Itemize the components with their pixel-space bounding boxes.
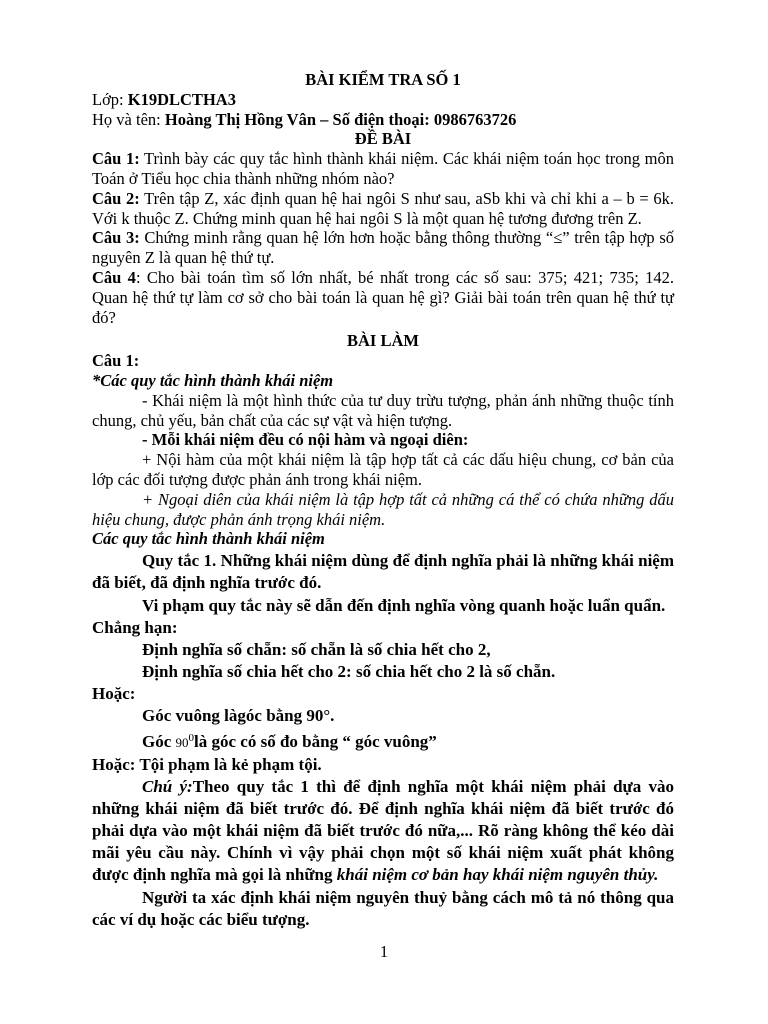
example-2: Định nghĩa số chia hết cho 2: số chia hết cho 2 là số chẵn. (142, 662, 556, 682)
note-label: Chú ý: (142, 777, 193, 797)
content-point: + Nội hàm của một khái niệm là tập hợp tất cả các dấu hiệu chung, cơ bản của lớp các đối tượng được phản ánh trong khái niệm. (92, 450, 674, 489)
degree-superscript: 0 (188, 732, 195, 745)
note-italic: khái niệm cơ bản hay khái niệm nguyên thủy. (336, 865, 659, 885)
question-text: Chứng minh rằng quan hệ lớn hơn hoặc bằng thông thường “≤” trên tập hợp số nguyên Z là quan hệ thứ tự. (92, 228, 674, 268)
question-label: Câu 3: (92, 228, 140, 248)
document-content (92, 70, 674, 931)
answer-cau1-label: Câu 1: (92, 351, 140, 371)
question-1 (92, 149, 674, 189)
class-value: K19DLCTHA3 (127, 89, 236, 109)
question-label: Câu 4 (92, 267, 136, 287)
class-label: Lớp: (92, 89, 128, 109)
note-text: Theo quy tắc 1 thì để định nghĩa một khái niệm phải dựa vào những khái niệm đã biết trước đó. Để định nghĩa khái niệm đã biết trước đó phải dựa vào một khái niệm đã biết trước đó nữa,... Rõ ràng không thể kéo dài mãi yêu cầu này. Chính vì vậy phải chọn một số khái niệm xuất phát không được định nghĩa mà gọi là những (92, 777, 674, 885)
question-label: Câu 2: (92, 188, 140, 208)
rules-subheading: Các quy tắc hình thành khái niệm (92, 529, 325, 549)
angle-suffix: là góc có số đo bằng “ góc vuông” (194, 732, 437, 752)
extent-point: + Ngoại diên của khái niệm là tập hợp tất cả những cá thể có chứa những dấu hiệu chung, được phản ánh trọng khái niệm. (92, 489, 674, 529)
angle-degree-value: 90 (175, 735, 189, 751)
angle-prefix: Góc (142, 732, 176, 752)
question-text: Trên tập Z, xác định quan hệ hai ngôi S như sau, aSb khi và chỉ khi a – b = 6k. Với k thuộc Z. Chứng minh quan hệ hai ngôi S là một quan hệ tương đương trên Z. (92, 188, 674, 228)
question-2 (92, 189, 674, 229)
question-text: Trình bày các quy tắc hình thành khái niệm. Các khái niệm toán học trong môn Toán ở Tiểu học chia thành những nhóm nào? (92, 149, 674, 188)
angle-example-2 (92, 727, 674, 754)
rules-heading: *Các quy tắc hình thành khái niệm (92, 370, 334, 390)
question-3 (92, 228, 674, 268)
question-4 (92, 268, 674, 327)
angle-example-1: Góc vuông làgóc bằng 90°. (142, 706, 335, 726)
rule-violation: Vi phạm quy tắc này sẽ dẫn đến định nghĩa vòng quanh hoặc luẩn quẩn. (142, 596, 666, 616)
name-line (92, 110, 674, 130)
section-de-bai: ĐỀ BÀI (354, 129, 412, 149)
class-line (92, 90, 674, 110)
example-label: Chẳng hạn: (92, 618, 178, 638)
question-text: : Cho bài toán tìm số lớn nhất, bé nhất trong các số sau: 375; 421; 735; 142. Quan hệ thứ tự làm cơ sở cho bài toán là quan hệ gì? Giải bài toán trên quan hệ thứ tự đó? (92, 267, 674, 327)
section-bai-lam: BÀI LÀM (347, 331, 419, 351)
rule-1: Quy tắc 1. Những khái niệm dùng để định nghĩa phải là những khái niệm đã biết, đã định nghĩa trước đó. (92, 551, 674, 593)
content-extent-heading: - Mỗi khái niệm đều có nội hàm và ngoại diên: (142, 430, 469, 450)
page-number: 1 (379, 942, 389, 961)
or-label-1: Hoặc: (92, 684, 136, 704)
question-label: Câu 1: (92, 149, 140, 169)
or-label-2: Hoặc: Tội phạm là kẻ phạm tội. (92, 755, 322, 775)
concept-definition: - Khái niệm là một hình thức của tư duy trừu tượng, phản ánh những thuộc tính chung, chủ yếu, bản chất của các sự vật và hiện tượng. (92, 390, 674, 430)
example-1: Định nghĩa số chẵn: số chẵn là số chia hết cho 2, (142, 640, 491, 660)
name-label: Họ và tên: (92, 109, 165, 129)
note-paragraph (92, 776, 674, 886)
name-value: Hoàng Thị Hồng Vân – Số điện thoại: 0986763726 (164, 109, 517, 129)
final-paragraph: Người ta xác định khái niệm nguyên thuỷ bằng cách mô tả nó thông qua các ví dụ hoặc các biểu tượng. (92, 888, 674, 930)
document-title: BÀI KIỂM TRA SỐ 1 (305, 70, 461, 89)
